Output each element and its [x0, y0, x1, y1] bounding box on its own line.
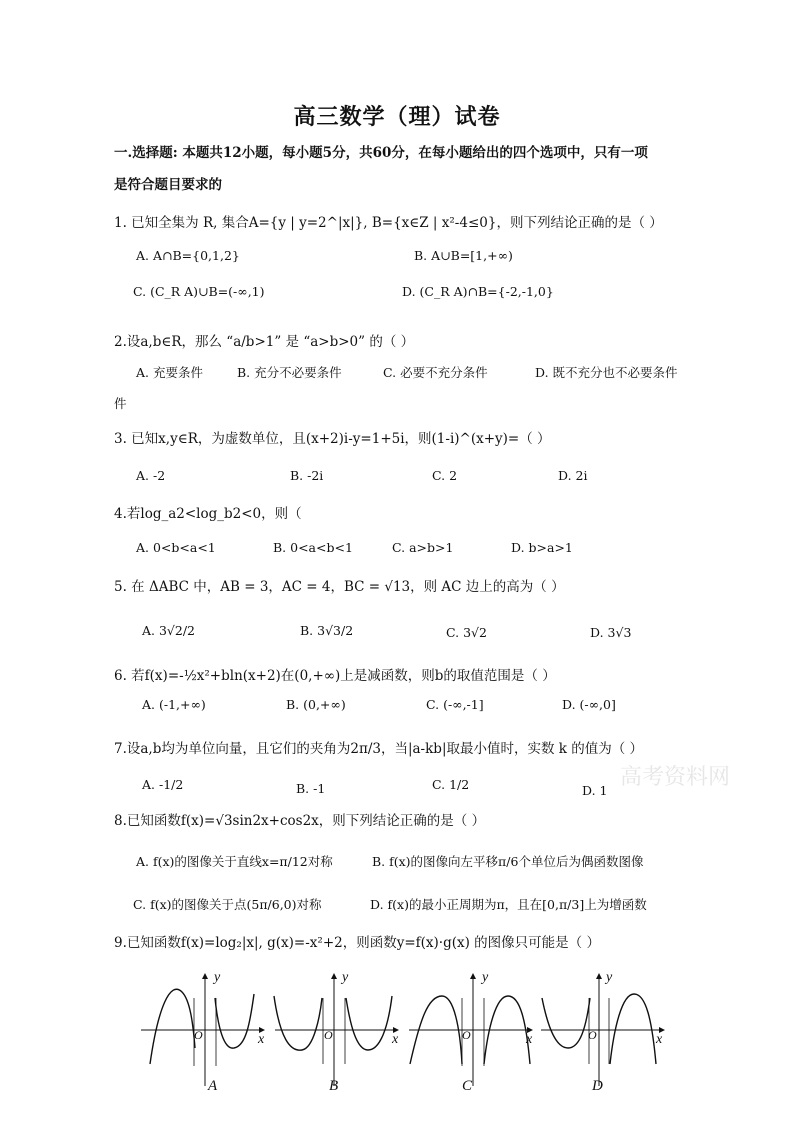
graph-b-x-label: x: [392, 1032, 399, 1047]
q7-option-c: C. 1/2: [432, 777, 470, 792]
q5-option-b: B. 3√3/2: [300, 623, 354, 638]
q1-option-d: D. (C_R A)∩B={-2,-1,0}: [402, 284, 554, 299]
q3-option-c: C. 2: [432, 468, 458, 483]
graph-a-label: A: [208, 1078, 218, 1094]
graph-b-label: B: [329, 1078, 339, 1094]
q1-option-c: C. (C_R A)∪B=(-∞,1): [133, 284, 265, 299]
q7-option-b: B. -1: [296, 781, 326, 796]
q8-option-b: B. f(x)的图像向左平移π/6个单位后为偶函数图像: [372, 854, 644, 869]
graph-d-y-label: y: [606, 970, 613, 985]
question-6-stem: 6. 若f(x)=-½x²+bln(x+2)在(0,+∞)上是减函数，则b的取值范围是（ ）: [114, 668, 556, 684]
graph-d: [541, 974, 664, 1086]
q4-option-d: D. b>a>1: [511, 540, 573, 555]
graph-a-y-label: y: [214, 970, 221, 985]
q8-option-c: C. f(x)的图像关于点(5π/6,0)对称: [133, 897, 322, 912]
q3-option-a: A. -2: [136, 468, 166, 483]
q8-option-d: D. f(x)的最小正周期为π，且在[0,π/3]上为增函数: [370, 897, 647, 912]
graph-a-x-label: x: [258, 1032, 265, 1047]
graph-c-origin-label: O: [462, 1028, 471, 1042]
graph-b-origin-label: O: [324, 1028, 333, 1042]
watermark: 高考资料网: [620, 765, 731, 790]
graph-d-origin-label: O: [588, 1028, 597, 1042]
question-7-stem: 7.设a,b均为单位向量，且它们的夹角为2π/3，当|a-kb|取最小值时，实数 k 的值为（ ）: [114, 741, 644, 757]
q6-option-c: C. (-∞,-1]: [426, 697, 484, 712]
graph-d-x-label: x: [656, 1032, 663, 1047]
question-8-stem: 8.已知函数f(x)=√3sin2x+cos2x，则下列结论正确的是（ ）: [114, 813, 486, 829]
q2-option-d: D. 既不充分也不必要条件: [535, 365, 678, 380]
q8-option-a: A. f(x)的图像关于直线x=π/12对称: [136, 854, 333, 869]
graph-a-origin-label: O: [194, 1028, 203, 1042]
q7-option-d: D. 1: [582, 783, 608, 798]
page-title: 高三数学（理）试卷: [293, 104, 501, 130]
q4-option-c: C. a>b>1: [392, 540, 454, 555]
graph-c-label: C: [462, 1078, 473, 1094]
question-1-stem: 1. 已知全集为 R, 集合A={y | y=2^|x|}, B={x∈Z | x²-4≤0}，则下列结论正确的是（ ）: [114, 215, 663, 231]
q2-option-d-wrap: 件: [114, 396, 127, 411]
graph-c-x-label: x: [526, 1032, 533, 1047]
graph-c-y-label: y: [482, 970, 489, 985]
graph-d-label: D: [592, 1078, 603, 1094]
q3-option-b: B. -2i: [290, 468, 324, 483]
q5-option-c: C. 3√2: [446, 625, 487, 640]
section-heading: 一.选择题: 本题共12小题，每小题5分，共60分，在每小题给出的四个选项中，只有一项: [114, 145, 648, 161]
q5-option-d: D. 3√3: [590, 625, 632, 640]
q2-option-b: B. 充分不必要条件: [237, 365, 342, 380]
question-2-stem: 2.设a,b∈R，那么 “a/b>1” 是 “a>b>0” 的（ ）: [114, 334, 415, 350]
graph-b-y-label: y: [342, 970, 349, 985]
q1-option-b: B. A∪B=[1,+∞): [414, 248, 513, 263]
q4-option-a: A. 0<b<a<1: [136, 540, 216, 555]
graph-b: [274, 974, 398, 1086]
q5-option-a: A. 3√2/2: [142, 623, 196, 638]
q7-option-a: A. -1/2: [142, 777, 184, 792]
q6-option-d: D. (-∞,0]: [562, 697, 616, 712]
question-3-stem: 3. 已知x,y∈R，为虚数单位，且(x+2)i-y=1+5i，则(1-i)^(x+y)=（ ）: [114, 431, 551, 447]
q2-option-a: A. 充要条件: [136, 365, 203, 380]
question-4-stem: 4.若log_a2<log_b2<0，则（: [114, 506, 302, 522]
q1-option-a: A. A∩B={0,1,2}: [136, 248, 240, 263]
q6-option-a: A. (-1,+∞): [142, 697, 206, 712]
q2-option-c: C. 必要不充分条件: [383, 365, 488, 380]
q3-option-d: D. 2i: [558, 468, 588, 483]
question-9-stem: 9.已知函数f(x)=log₂|x|, g(x)=-x²+2，则函数y=f(x)·g(x) 的图像只可能是（ ）: [114, 935, 600, 951]
q4-option-b: B. 0<a<b<1: [273, 540, 353, 555]
q6-option-b: B. (0,+∞): [286, 697, 346, 712]
answer-graphs: [136, 968, 676, 1098]
section-heading-cont: 是符合题目要求的: [114, 177, 222, 193]
question-5-stem: 5. 在 ΔABC 中，AB = 3，AC = 4，BC = √13，则 AC 边上的高为（ ）: [114, 579, 565, 595]
